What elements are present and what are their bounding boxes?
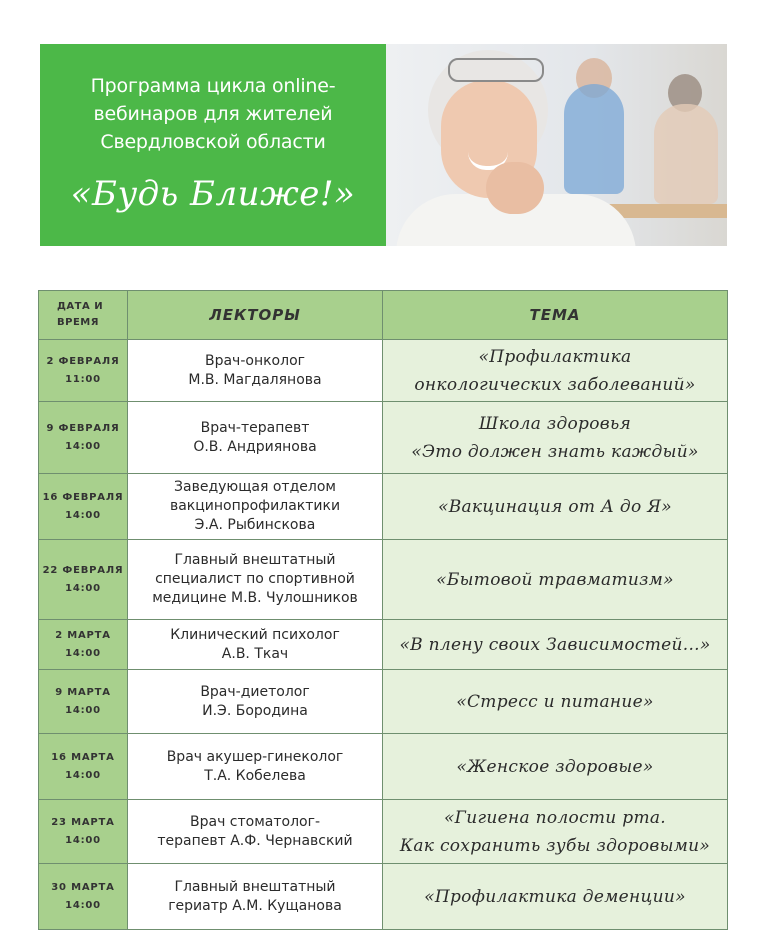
table-row (39, 670, 728, 734)
table-row (39, 474, 728, 540)
row-topic (383, 670, 728, 734)
row-lecturer-line: Врач-диетолог (200, 683, 310, 700)
row-time: 14:00 (65, 704, 101, 716)
banner-title-line: вебинаров для жителей (93, 103, 333, 125)
row-lecturer-line: Клинический психолог (170, 626, 340, 643)
photo-table (606, 204, 727, 218)
row-lecturer-line: Врач-онколог (204, 352, 305, 369)
row-date-time (39, 474, 128, 540)
row-date: 2 МАРТА (55, 629, 111, 641)
row-lecturer (128, 800, 383, 864)
table-header-row (39, 291, 728, 340)
row-topic-line: Как сохранить зубы здоровыми» (399, 835, 711, 856)
elderly-woman-photo (386, 44, 727, 246)
row-date-time (39, 402, 128, 474)
row-lecturer-line: медицине М.В. Чулошников (152, 590, 358, 606)
row-lecturer-line: Главный внештатный (174, 878, 336, 895)
table-row (39, 800, 728, 864)
row-lecturer-line: Врач-терапевт (200, 419, 310, 436)
row-lecturer-line: Т.А. Кобелева (204, 767, 306, 784)
banner-title-line: Программа цикла online- (90, 75, 336, 97)
row-lecturer-line: вакцинопрофилактики (169, 498, 341, 514)
row-lecturer (128, 402, 383, 474)
row-lecturer-line: Врач акушер-гинеколог (166, 748, 344, 765)
row-time: 14:00 (65, 769, 101, 781)
row-lecturer-line: И.Э. Бородина (202, 702, 308, 719)
row-topic (383, 402, 728, 474)
row-topic-line: «Бытовой травматизм» (436, 569, 674, 590)
row-topic-line: «Стресс и питание» (456, 691, 654, 712)
row-date-time (39, 670, 128, 734)
row-date: 22 ФЕВРАЛЯ (42, 564, 124, 576)
row-time: 14:00 (65, 582, 101, 594)
banner (40, 44, 727, 246)
row-topic-line: онкологических заболеваний» (414, 374, 696, 395)
row-time: 14:00 (65, 899, 101, 911)
row-date-time (39, 864, 128, 930)
row-topic (383, 340, 728, 402)
row-topic (383, 864, 728, 930)
photo-woman-hand (486, 162, 544, 214)
column-header-date: ДАТА И ВРЕМЯ (39, 291, 128, 340)
row-date-time (39, 734, 128, 800)
row-topic (383, 800, 728, 864)
row-lecturer-line: Главный внештатный (174, 552, 336, 568)
row-date-time (39, 340, 128, 402)
row-date-time (39, 800, 128, 864)
row-date: 16 ФЕВРАЛЯ (42, 491, 124, 503)
row-time: 14:00 (65, 647, 101, 659)
row-date-time (39, 620, 128, 670)
row-time: 14:00 (65, 834, 101, 846)
photo-glasses (448, 58, 544, 82)
photo-background-person (564, 84, 624, 194)
row-lecturer-line: Врач стоматолог- (190, 813, 320, 830)
table-row (39, 864, 728, 930)
row-topic-line: «Вакцинация от А до Я» (438, 496, 672, 517)
table-row (39, 340, 728, 402)
row-lecturer (128, 540, 383, 620)
row-date: 30 МАРТА (51, 881, 115, 893)
row-lecturer (128, 864, 383, 930)
row-topic-line: Школа здоровья (478, 413, 632, 434)
row-date: 16 МАРТА (51, 751, 115, 763)
row-lecturer (128, 670, 383, 734)
row-time: 14:00 (65, 440, 101, 452)
banner-title (91, 72, 336, 156)
photo-background-person (654, 104, 718, 204)
row-lecturer-line: Заведующая отделом (174, 479, 336, 495)
row-lecturer-line: гериатр А.М. Кущанова (168, 897, 342, 914)
row-topic (383, 734, 728, 800)
table-row (39, 402, 728, 474)
column-header-lecturers: ЛЕКТОРЫ (128, 291, 383, 340)
row-topic-line: «Профилактика деменции» (424, 886, 686, 907)
row-topic-line: «Женское здоровые» (456, 756, 654, 777)
banner-slogan: «Будь Ближе!» (70, 174, 356, 214)
row-time: 11:00 (65, 373, 101, 385)
row-date: 9 МАРТА (55, 686, 111, 698)
row-lecturer-line: А.В. Ткач (221, 645, 289, 662)
row-topic-line: «Профилактика (478, 346, 632, 367)
row-topic-line: «Это должен знать каждый» (411, 441, 699, 462)
banner-title-panel (40, 44, 386, 246)
row-lecturer-line: терапевт А.Ф. Чернавский (157, 832, 353, 849)
schedule-table (38, 290, 728, 930)
table-row (39, 734, 728, 800)
row-topic-line: «Гигиена полости рта. (443, 807, 667, 828)
row-lecturer-line: О.В. Андриянова (193, 438, 317, 455)
row-lecturer (128, 620, 383, 670)
row-date: 2 ФЕВРАЛЯ (46, 355, 120, 367)
row-date: 9 ФЕВРАЛЯ (46, 422, 120, 434)
row-lecturer (128, 734, 383, 800)
column-header-topic: ТЕМА (383, 291, 728, 340)
table-row (39, 540, 728, 620)
row-topic (383, 540, 728, 620)
row-lecturer-line: специалист по спортивной (155, 571, 355, 587)
row-date: 23 МАРТА (51, 816, 115, 828)
row-date-time (39, 540, 128, 620)
row-topic-line: «В плену своих Зависимостей...» (399, 634, 711, 655)
row-lecturer-line: М.В. Магдалянова (188, 371, 322, 388)
row-lecturer-line: Э.А. Рыбинскова (194, 517, 316, 533)
row-lecturer (128, 340, 383, 402)
row-topic (383, 474, 728, 540)
row-time: 14:00 (65, 509, 101, 521)
row-lecturer (128, 474, 383, 540)
table-row (39, 620, 728, 670)
row-topic (383, 620, 728, 670)
banner-title-line: Свердловской области (100, 131, 326, 153)
